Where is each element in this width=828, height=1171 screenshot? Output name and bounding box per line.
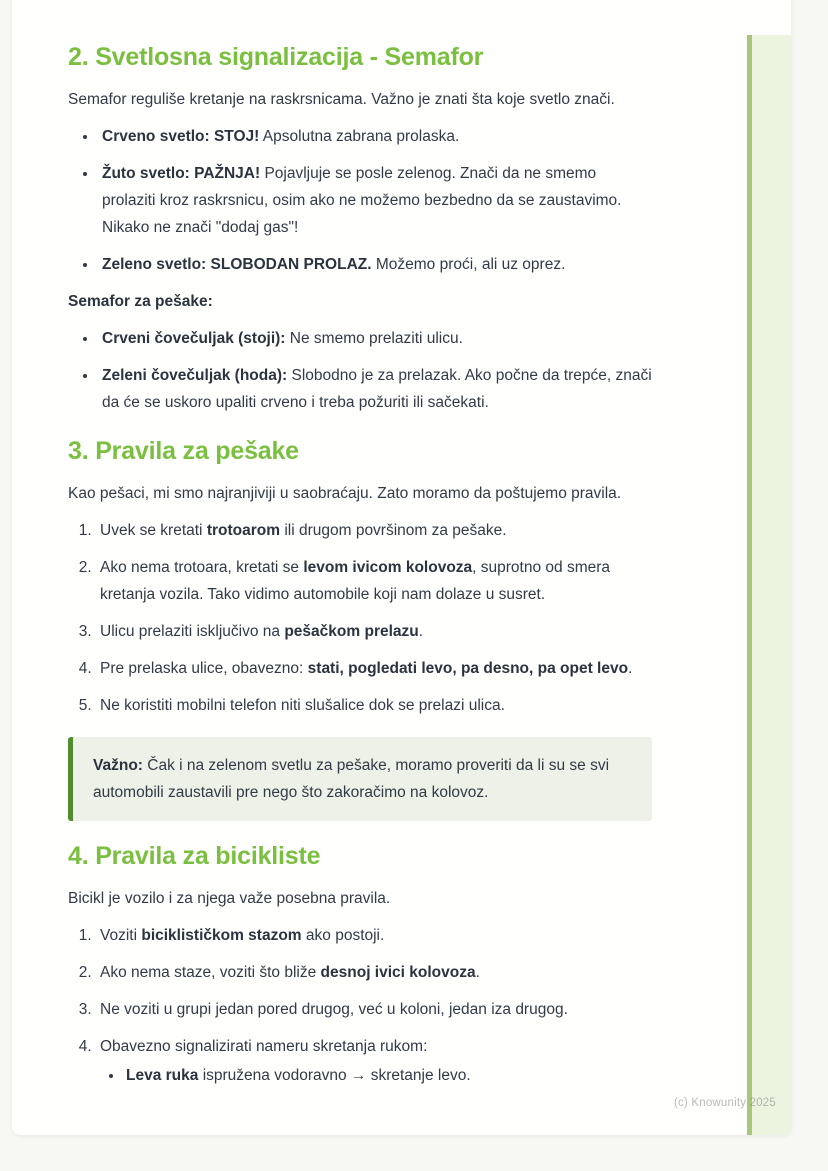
text-run: Možemo proći, ali uz oprez. bbox=[371, 256, 566, 273]
document-card bbox=[12, 0, 791, 1135]
paragraph bbox=[68, 885, 652, 912]
list-item bbox=[96, 922, 652, 949]
text-run: . bbox=[418, 623, 424, 640]
text-run: Obavezno signalizirati nameru skretanja rukom: bbox=[100, 1038, 428, 1055]
important-callout bbox=[68, 737, 652, 821]
text-run: ako postoji. bbox=[301, 927, 385, 944]
text-run: Ne smemo prelaziti ulicu. bbox=[285, 330, 463, 347]
list-item bbox=[96, 996, 652, 1023]
list-item bbox=[98, 123, 652, 150]
nested-list-item bbox=[124, 1062, 652, 1089]
section-heading: 2. Svetlosna signalizacija - Semafor bbox=[68, 43, 484, 71]
section-pesaci bbox=[68, 436, 652, 821]
section-biciklisti bbox=[68, 841, 652, 1089]
text-run: . bbox=[628, 660, 633, 677]
list-item bbox=[96, 554, 652, 608]
bold-text: Semafor za pešake: bbox=[68, 293, 213, 310]
list-item bbox=[96, 692, 652, 719]
list-item bbox=[96, 655, 652, 682]
text-run: ili drugom površinom za pešake. bbox=[280, 522, 507, 539]
bold-text: Važno: bbox=[93, 757, 143, 774]
list-item bbox=[96, 959, 652, 986]
text-run: Bicikl je vozilo i za njega važe posebna pravila. bbox=[68, 890, 391, 907]
bold-text: Zeleno svetlo: SLOBODAN PROLAZ. bbox=[102, 256, 372, 273]
scrollbar-track[interactable] bbox=[747, 35, 791, 1135]
list-item bbox=[96, 618, 652, 645]
bullet-list bbox=[68, 325, 652, 416]
text-run: Voziti bbox=[100, 927, 142, 944]
text-run: Ako nema staze, voziti što bliže bbox=[100, 964, 321, 981]
list-item bbox=[98, 160, 652, 241]
paragraph bbox=[68, 86, 652, 113]
text-run: Ako nema trotoara, kretati se bbox=[100, 559, 304, 576]
section-heading: 4. Pravila za bicikliste bbox=[68, 842, 321, 870]
numbered-list bbox=[68, 922, 652, 1089]
bold-text: Zeleni čovečuljak (hoda): bbox=[102, 367, 288, 384]
list-item bbox=[96, 517, 652, 544]
text-run: Čak i na zelenom svetlu za pešake, moramo proveriti da li su se svi automobili zaustavili pre nego što zakoračimo na kolovoz. bbox=[93, 757, 610, 801]
bold-text: stati, pogledati levo, pa desno, pa opet levo bbox=[307, 660, 629, 677]
watermark: (c) Knowunity 2025 bbox=[673, 1097, 776, 1109]
text-run: Kao pešaci, mi smo najranjiviji u saobraćaju. Zato moramo da poštujemo pravila. bbox=[68, 485, 622, 502]
bold-text: Crveno svetlo: STOJ! bbox=[102, 128, 260, 145]
document-content bbox=[68, 42, 652, 1099]
text-run: Ne voziti u grupi jedan pored drugog, već u koloni, jedan iza drugog. bbox=[100, 1001, 568, 1018]
paragraph bbox=[68, 480, 652, 507]
text-run: Semafor reguliše kretanje na raskrsnicama. Važno je znati šta koje svetlo znači. bbox=[68, 91, 615, 108]
bold-text: desnoj ivici kolovoza bbox=[320, 964, 476, 981]
list-item bbox=[98, 251, 652, 278]
section-heading: 3. Pravila za pešake bbox=[68, 437, 299, 465]
text-run: Ne koristiti mobilni telefon niti slušalice dok se prelazi ulica. bbox=[100, 697, 505, 714]
bold-text: trotoarom bbox=[206, 522, 281, 539]
list-item bbox=[98, 325, 652, 352]
nested-bullet-list bbox=[100, 1062, 652, 1089]
bold-text: Crveni čovečuljak (stoji): bbox=[102, 330, 286, 347]
bold-text: Leva ruka bbox=[126, 1067, 199, 1084]
bold-text: levom ivicom kolovoza bbox=[303, 559, 473, 576]
numbered-list bbox=[68, 517, 652, 719]
bullet-list bbox=[68, 123, 652, 278]
text-run: Apsolutna zabrana prolaska. bbox=[259, 128, 460, 145]
text-run: ispružena vodoravno → skretanje levo. bbox=[198, 1067, 471, 1084]
text-run: Slobodno je za prelazak. Ako počne da trepće, znači da će se uskoro upaliti crveno i treba požuriti ili sačekati. bbox=[102, 367, 652, 411]
text-run: Pojavljuje se posle zelenog. Znači da ne smemo prolaziti kroz raskrsnicu, osim ako ne možemo bezbedno da se zaustavimo. Nikako ne znači "dodaj gas"! bbox=[102, 165, 622, 236]
bold-text: biciklističkom stazom bbox=[141, 927, 302, 944]
bold-text: pešačkom prelazu bbox=[284, 623, 419, 640]
callout-text bbox=[93, 752, 632, 806]
list-item bbox=[98, 362, 652, 416]
text-run: Pre prelaska ulice, obavezno: bbox=[100, 660, 308, 677]
paragraph bbox=[68, 288, 652, 315]
scrollbar-edge bbox=[747, 35, 752, 1135]
list-item bbox=[96, 1033, 652, 1089]
text-run: . bbox=[475, 964, 480, 981]
text-run: Uvek se kretati bbox=[100, 522, 207, 539]
bold-text: Žuto svetlo: PAŽNJA! bbox=[102, 165, 261, 182]
text-run: Ulicu prelaziti isključivo na bbox=[100, 623, 285, 640]
section-semafor bbox=[68, 42, 652, 416]
text-run: , suprotno od smera kretanja vozila. Tako vidimo automobile koji nam dolaze u susret. bbox=[100, 559, 611, 603]
